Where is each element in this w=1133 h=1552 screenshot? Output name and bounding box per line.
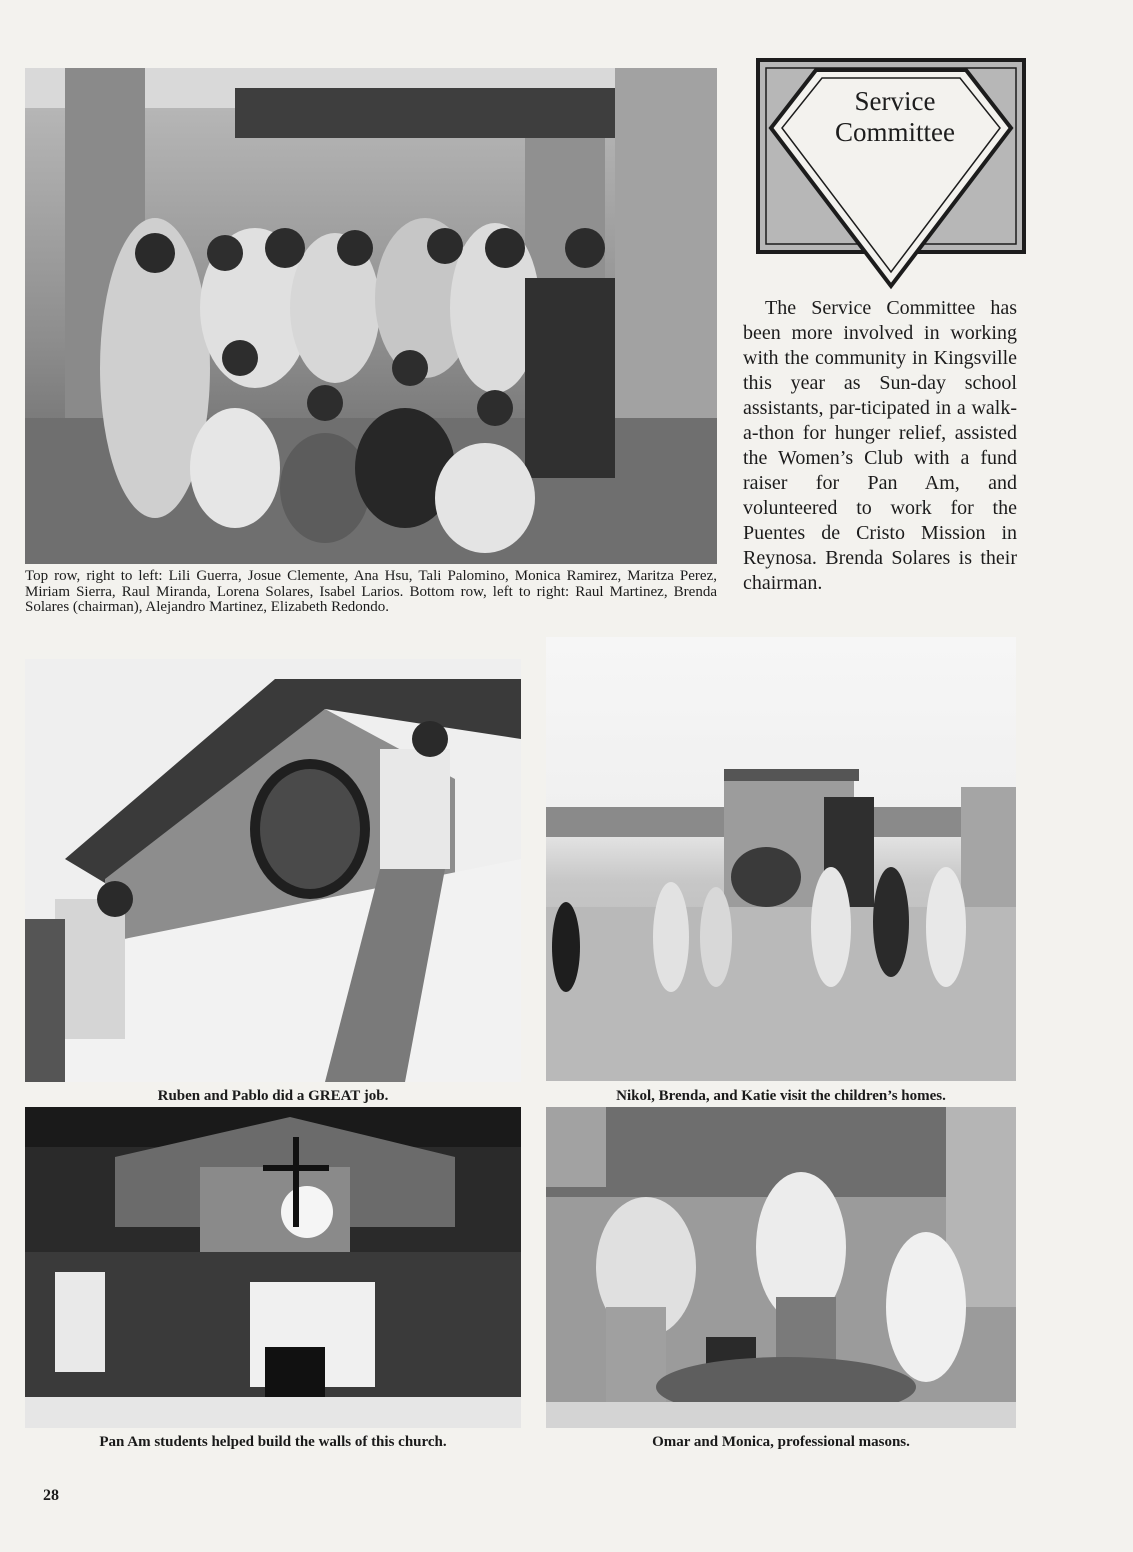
visit-photo-scene: [546, 637, 1016, 1081]
section-title-line1: Service: [854, 86, 936, 116]
body-text: [743, 296, 1017, 596]
page-number: 28: [43, 1487, 59, 1504]
section-title-line2: Committee: [835, 117, 955, 147]
painting-photo: [25, 659, 521, 1082]
group-photo-scene: [25, 68, 717, 564]
visit-photo: [546, 637, 1016, 1081]
church-caption: Pan Am students helped build the walls of this church.: [99, 1434, 447, 1450]
masons-photo-scene: [546, 1107, 1016, 1428]
visit-caption: Nikol, Brenda, and Katie visit the children’s homes.: [616, 1088, 946, 1104]
body-paragraph: The Service Committee has been more involved in working with the community in Kingsville this year as Sun-day school assistants, par-ticipated in a walk-a-thon for hunger relief, assisted the Women’s Club with a fund raiser for Pan Am, and volunteered to work for the Puentes de Cristo Mission in Reynosa. Brenda Solares is their chairman.: [743, 297, 1017, 594]
masons-caption: Omar and Monica, professional masons.: [652, 1434, 910, 1450]
section-title: [795, 86, 995, 148]
painting-photo-scene: [25, 659, 521, 1082]
masons-photo: [546, 1107, 1016, 1428]
group-photo-caption: Top row, right to left: Lili Guerra, Josue Clemente, Ana Hsu, Tali Palomino, Monica Ramirez, Maritza Perez, Miriam Sierra, Raul Miranda, Lorena Solares, Isabel Larios. Bottom row, left to right: Raul Martinez, Brenda Solares (chairman), Alejandro Martinez, Elizabeth Redondo.: [25, 568, 717, 615]
painting-caption: Ruben and Pablo did a GREAT job.: [157, 1088, 389, 1104]
group-photo: [25, 68, 717, 564]
church-photo-scene: [25, 1107, 521, 1428]
church-photo: [25, 1107, 521, 1428]
